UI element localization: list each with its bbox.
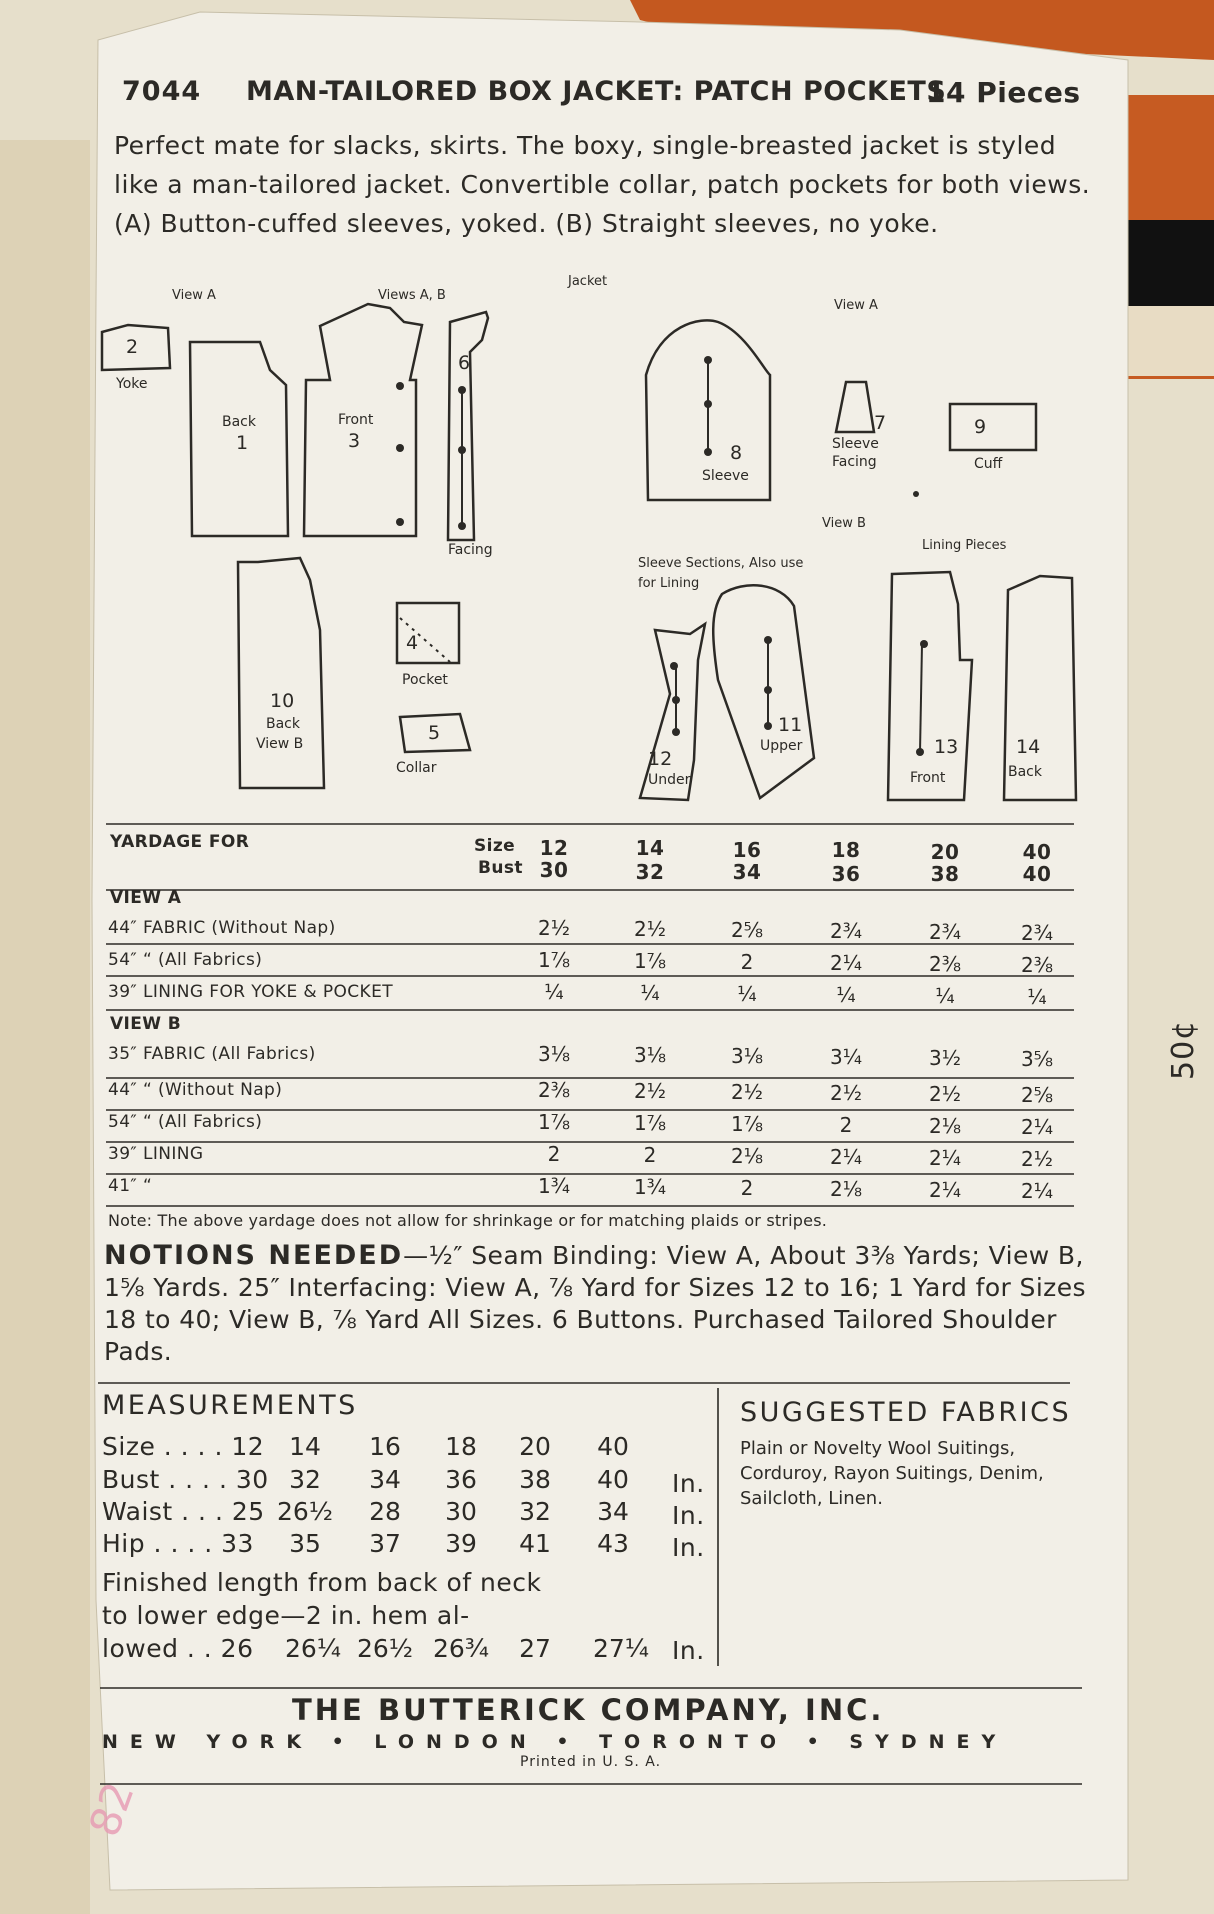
measurement-value: 43 xyxy=(597,1529,629,1558)
piece-14-number: 14 xyxy=(1016,736,1041,758)
label-view-b: View B xyxy=(822,516,866,531)
measurement-unit: In. xyxy=(672,1533,705,1562)
publisher-cities: NEW YORK • LONDON • TORONTO • SYDNEY xyxy=(102,1731,1008,1753)
suggested-fabrics-text: Plain or Novelty Wool Suitings, Corduroy, Rayon Suitings, Denim, Sailcloth, Linen. xyxy=(740,1438,1044,1509)
yardage-row-label: 39″ LINING xyxy=(108,1144,204,1164)
measurements-heading: MEASUREMENTS xyxy=(102,1390,358,1421)
piece-5-number: 5 xyxy=(428,722,441,744)
label-sleeve-sections: Sleeve Sections, Also use xyxy=(638,556,804,571)
label-jacket: Jacket xyxy=(568,274,608,289)
yardage-value: 1¾ xyxy=(537,1174,571,1198)
printed-in: Printed in U. S. A. xyxy=(520,1754,662,1770)
yardage-value: ¼ xyxy=(1027,985,1047,1009)
pattern-number: 7044 xyxy=(122,76,202,107)
measurement-value: 32 xyxy=(289,1465,321,1494)
finished-value: 26¾ xyxy=(432,1634,490,1663)
finished-value: 27 xyxy=(519,1634,551,1663)
finished-value: 26¼ xyxy=(284,1634,342,1663)
pattern-description: Perfect mate for slacks, skirts. The boxy, single-breasted jacket is styled like a man-tailored jacket. Convertible collar, patch pockets for both views. (A) Button-cuffed sleeves, yoked. (B) Straight sleeves, no yoke. xyxy=(114,131,1091,238)
yardage-value: 1⅞ xyxy=(537,1110,571,1134)
piece-14-name: Back xyxy=(1008,764,1042,780)
yardage-row-label: 41″ “ xyxy=(108,1176,153,1196)
yardage-value: 2 xyxy=(740,1176,754,1200)
piece-3-number: 3 xyxy=(348,430,361,452)
piece-6-name: Facing xyxy=(448,542,493,558)
measurement-value: 26½ xyxy=(276,1497,334,1526)
measurement-value: 18 xyxy=(445,1432,477,1461)
size-col: 16 xyxy=(732,838,762,862)
piece-2-number: 2 xyxy=(126,336,139,358)
measurement-value: 20 xyxy=(519,1432,551,1461)
finished-length-line2: to lower edge—2 in. hem al- xyxy=(102,1601,470,1630)
bust-col: 34 xyxy=(732,860,762,884)
piece-10-name2: View B xyxy=(256,736,304,752)
bust-col: 36 xyxy=(831,862,861,886)
piece-9-name: Cuff xyxy=(974,456,1003,472)
yardage-value: 2¾ xyxy=(1020,921,1054,945)
yardage-value: 2 xyxy=(740,950,754,974)
yardage-value: 2¾ xyxy=(829,919,863,943)
measurement-value: 34 xyxy=(369,1465,401,1494)
yardage-value: 2½ xyxy=(928,1082,962,1106)
yardage-value: 2⅝ xyxy=(1020,1083,1054,1107)
piece-1-name: Back xyxy=(222,414,256,430)
piece-3-name: Front xyxy=(338,412,374,428)
yardage-value: 3⅛ xyxy=(537,1042,571,1066)
yardage-value: 2⅝ xyxy=(730,918,764,942)
measurement-value: 34 xyxy=(597,1497,629,1526)
yardage-row-label: 44″ “ (Without Nap) xyxy=(108,1080,283,1100)
finished-value: 26½ xyxy=(356,1634,414,1663)
yardage-value: 1⅞ xyxy=(633,1111,667,1135)
measurement-value: 38 xyxy=(519,1465,551,1494)
yardage-value: 2 xyxy=(547,1142,561,1166)
view-a-label: VIEW A xyxy=(110,888,182,908)
yardage-row-label: 44″ FABRIC (Without Nap) xyxy=(108,918,336,938)
piece-10-number: 10 xyxy=(270,690,295,712)
measurement-value: 39 xyxy=(445,1529,477,1558)
svg-text:82: 82 xyxy=(79,1775,144,1843)
piece-11-name: Upper xyxy=(760,738,803,754)
yardage-row-label: 54″ “ (All Fabrics) xyxy=(108,1112,263,1132)
yardage-value: 3⅛ xyxy=(633,1043,667,1067)
yardage-value: 2⅛ xyxy=(829,1177,863,1201)
yardage-value: 2½ xyxy=(829,1081,863,1105)
yardage-value: 3⅝ xyxy=(1020,1047,1054,1071)
yardage-value: 1¾ xyxy=(633,1175,667,1199)
yardage-value: 2¾ xyxy=(928,920,962,944)
yardage-value: ¼ xyxy=(737,982,757,1006)
measurement-value: 14 xyxy=(289,1432,321,1461)
label-for-lining: for Lining xyxy=(638,576,700,591)
yardage-value: 2¼ xyxy=(829,1145,863,1169)
yardage-value: 3⅛ xyxy=(730,1044,764,1068)
piece-6-number: 6 xyxy=(458,352,471,374)
yardage-value: 1⅞ xyxy=(730,1112,764,1136)
piece-8-number: 8 xyxy=(730,442,743,464)
yardage-value: 2¼ xyxy=(928,1146,962,1170)
suggested-fabrics-heading: SUGGESTED FABRICS xyxy=(740,1397,1072,1428)
piece-10-name: Back xyxy=(266,716,300,732)
finished-value: 27¼ xyxy=(592,1634,650,1663)
piece-4-number: 4 xyxy=(406,632,419,654)
label-view-a-right: View A xyxy=(834,298,878,313)
yardage-value: 2½ xyxy=(730,1080,764,1104)
measurement-unit: In. xyxy=(672,1469,705,1498)
bust-col: 32 xyxy=(635,860,665,884)
yardage-value: 2⅛ xyxy=(928,1114,962,1138)
piece-11-number: 11 xyxy=(778,714,803,736)
piece-5-name: Collar xyxy=(396,760,437,776)
yardage-value: ¼ xyxy=(640,981,660,1005)
piece-7-number: 7 xyxy=(874,412,887,434)
piece-13-number: 13 xyxy=(934,736,959,758)
measurement-value: 35 xyxy=(289,1529,321,1558)
measurement-value: 32 xyxy=(519,1497,551,1526)
yardage-size-label: Size xyxy=(474,836,516,856)
yardage-bust-label: Bust xyxy=(478,858,523,878)
yardage-value: 2⅛ xyxy=(730,1144,764,1168)
piece-13-name: Front xyxy=(910,770,946,786)
size-col: 18 xyxy=(831,838,861,862)
measurement-row-label: Size . . . . 12 xyxy=(102,1432,265,1461)
yardage-value: ¼ xyxy=(544,980,564,1004)
yardage-value: 1⅞ xyxy=(633,949,667,973)
yardage-value: 2 xyxy=(839,1113,853,1137)
notions-heading: NOTIONS NEEDED xyxy=(104,1240,404,1271)
size-col: 12 xyxy=(539,836,569,860)
yardage-value: 2¼ xyxy=(1020,1179,1054,1203)
notions-text: —½″ Seam Binding: View A, About 3⅜ Yards; View B, 1⅝ Yards. 25″ Interfacing: View A, ⅞ Yard for Sizes 12 to 16; 1 Yard for Sizes 18 to 40; View B, ⅞ Yard All Sizes. 6 Buttons. Purchased Tailored Shoulder Pads. xyxy=(104,1241,1086,1366)
yardage-row-label: 39″ LINING FOR YOKE & POCKET xyxy=(108,982,394,1002)
measurement-row-label: Hip . . . . 33 xyxy=(102,1529,254,1558)
finished-length-line1: Finished length from back of neck xyxy=(102,1568,542,1597)
measurement-row-label: Bust . . . . 30 xyxy=(102,1465,269,1494)
yardage-value: 2½ xyxy=(1020,1147,1054,1171)
yardage-value: 2½ xyxy=(633,1079,667,1103)
yardage-value: 2⅜ xyxy=(1020,953,1054,977)
finished-length-label: lowed . . 26 xyxy=(102,1634,254,1663)
measurement-row-label: Waist . . . 25 xyxy=(102,1497,265,1526)
piece-7-name: Sleeve xyxy=(832,436,879,452)
measurement-value: 40 xyxy=(597,1432,629,1461)
label-lining-pieces: Lining Pieces xyxy=(922,538,1007,553)
size-col: 20 xyxy=(930,840,960,864)
bust-col: 40 xyxy=(1022,862,1052,886)
measurement-value: 16 xyxy=(369,1432,401,1461)
yardage-value: 2½ xyxy=(633,917,667,941)
publisher-name: THE BUTTERICK COMPANY, INC. xyxy=(292,1693,885,1727)
yardage-value: 1⅞ xyxy=(537,948,571,972)
piece-12-name: Under xyxy=(648,772,691,788)
piece-4-name: Pocket xyxy=(402,672,448,688)
yardage-value: 3½ xyxy=(928,1046,962,1070)
yardage-value: 2 xyxy=(643,1143,657,1167)
yardage-value: 2⅜ xyxy=(928,952,962,976)
piece-2-name: Yoke xyxy=(116,376,148,392)
piece-count: 14 Pieces xyxy=(926,76,1081,109)
bust-col: 30 xyxy=(539,858,569,882)
finished-unit: In. xyxy=(672,1636,705,1665)
measurement-value: 30 xyxy=(445,1497,477,1526)
yardage-row-label: 54″ “ (All Fabrics) xyxy=(108,950,263,970)
piece-7-name2: Facing xyxy=(832,454,877,470)
measurement-value: 37 xyxy=(369,1529,401,1558)
yardage-value: ¼ xyxy=(836,983,856,1007)
view-b-label: VIEW B xyxy=(110,1014,182,1034)
label-views-ab: Views A, B xyxy=(378,288,446,303)
measurement-value: 40 xyxy=(597,1465,629,1494)
yardage-heading: YARDAGE FOR xyxy=(110,832,250,852)
measurement-unit: In. xyxy=(672,1501,705,1530)
bust-col: 38 xyxy=(930,862,960,886)
piece-1-number: 1 xyxy=(236,432,249,454)
size-col: 14 xyxy=(635,836,665,860)
price: 50¢ xyxy=(1166,1019,1201,1080)
yardage-value: 2¼ xyxy=(829,951,863,975)
size-col: 40 xyxy=(1022,840,1052,864)
measurement-value: 28 xyxy=(369,1497,401,1526)
piece-12-number: 12 xyxy=(648,748,673,770)
piece-9-number: 9 xyxy=(974,416,987,438)
piece-8-name: Sleeve xyxy=(702,468,749,484)
yardage-note: Note: The above yardage does not allow for shrinkage or for matching plaids or stripes. xyxy=(108,1211,828,1230)
yardage-value: 3¼ xyxy=(829,1045,863,1069)
yardage-value: 2½ xyxy=(537,916,571,940)
yardage-value: 2¼ xyxy=(1020,1115,1054,1139)
yardage-value: 2¼ xyxy=(928,1178,962,1202)
measurement-value: 36 xyxy=(445,1465,477,1494)
yardage-value: ¼ xyxy=(935,984,955,1008)
yardage-value: 2⅜ xyxy=(537,1078,571,1102)
label-view-a: View A xyxy=(172,288,216,303)
pattern-title: MAN-TAILORED BOX JACKET: PATCH POCKETS xyxy=(246,76,947,107)
notions-section xyxy=(104,1240,1094,1368)
yardage-row-label: 35″ FABRIC (All Fabrics) xyxy=(108,1044,316,1064)
measurement-value: 41 xyxy=(519,1529,551,1558)
